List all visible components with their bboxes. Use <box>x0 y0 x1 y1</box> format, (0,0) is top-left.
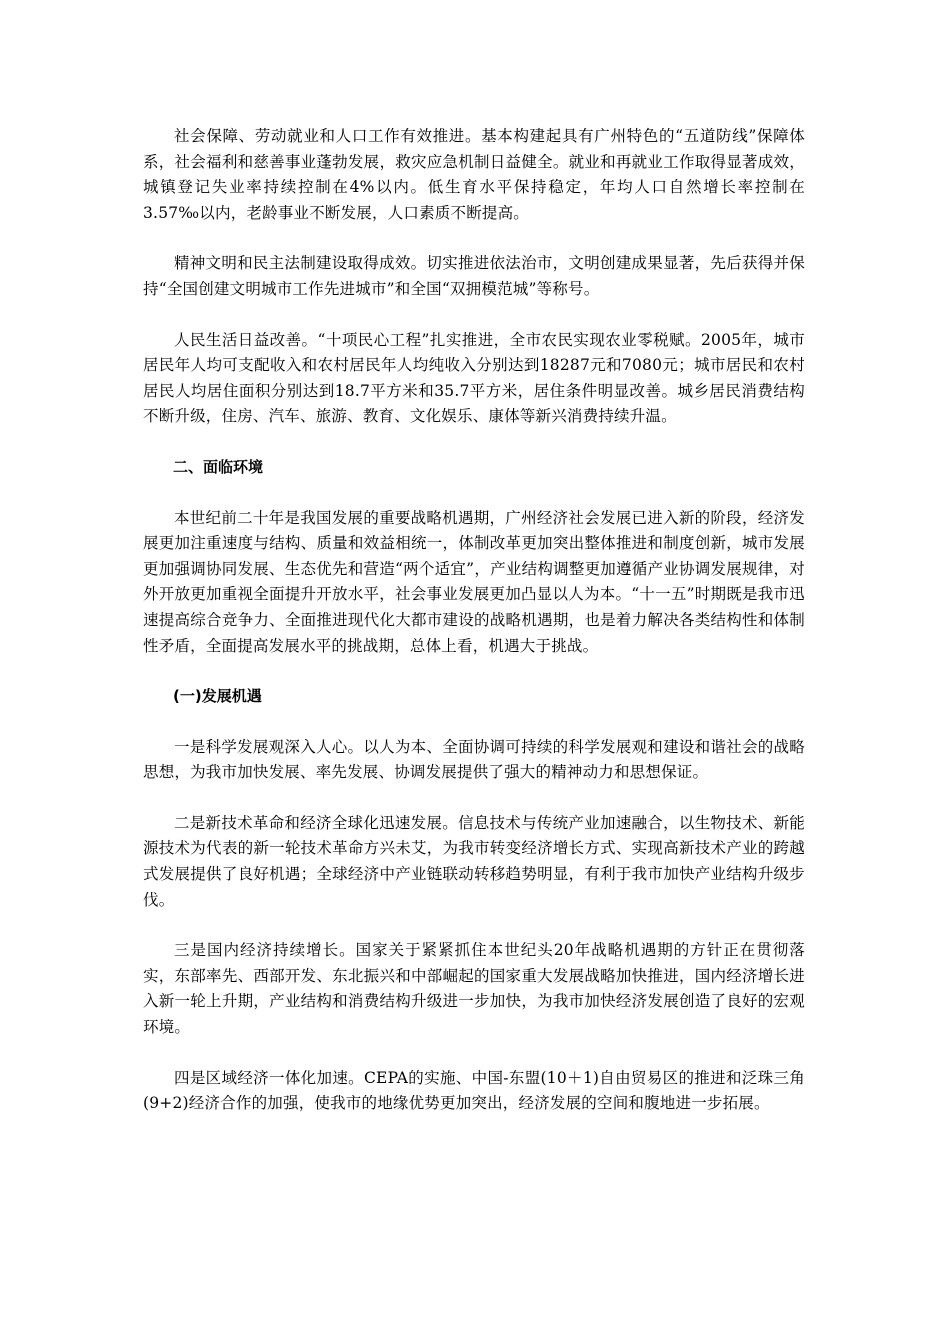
paragraph-opportunity-4: 四是区域经济一体化加速。CEPA的实施、中国-东盟(10＋1)自由贸易区的推进和泛珠三角(9+2)经济合作的加强，使我市的地缘优势更加突出，经济发展的空间和腹地进一步拓展。 <box>143 1068 805 1113</box>
paragraph-social-security: 社会保障、劳动就业和人口工作有效推进。基本构建起具有广州特色的“五道防线”保障体系，社会福利和慈善事业蓬勃发展，救灾应急机制日益健全。就业和再就业工作取得显著成效，城镇登记失业率持续控制在4%以内。低生育水平保持稳定，年均人口自然增长率控制在3.57‰以内，老龄事业不断发展，人口素质不断提高。 <box>143 127 805 222</box>
document-body <box>143 124 805 1142</box>
paragraph-opportunity-3: 三是国内经济持续增长。国家关于紧紧抓住本世纪头20年战略机遇期的方针正在贯彻落实，东部率先、西部开发、东北振兴和中部崛起的国家重大发展战略加快推进，国内经济增长进入新一轮上升期，产业结构和消费结构升级进一步加快，为我市加快经济发展创造了良好的宏观环境。 <box>143 941 805 1037</box>
paragraph-people-livelihood: 人民生活日益改善。“十项民心工程”扎实推进，全市农民实现农业零税赋。2005年，城市居民年人均可支配收入和农村居民年人均纯收入分别达到18287元和7080元；城市居民和农村居民人均居住面积分别达到18.7平方米和35.7平方米，居住条件明显改善。城乡居民消费结构不断升级，住房、汽车、旅游、教育、文化娱乐、康体等新兴消费持续升温。 <box>143 330 805 426</box>
paragraph-opportunity-2: 二是新技术革命和经济全球化迅速发展。信息技术与传统产业加速融合，以生物技术、新能源技术为代表的新一轮技术革命方兴未艾，为我市转变经济增长方式、实现高新技术产业的跨越式发展提供了良好机遇；全球经济中产业链联动转移趋势明显，有利于我市加快产业结构升级步伐。 <box>143 813 805 909</box>
paragraph-section-intro: 本世纪前二十年是我国发展的重要战略机遇期，广州经济社会发展已进入新的阶段，经济发展更加注重速度与结构、质量和效益相统一，体制改革更加突出整体推进和制度创新，城市发展更加强调协同发展、生态优先和营造“两个适宜”，产业结构调整更加遵循产业协调发展规律，对外开放更加重视全面提升开放水平，社会事业发展更加凸显以人为本。“十一五”时期既是我市迅速提高综合竞争力、全面推进现代化大都市建设的战略机遇期，也是着力解决各类结构性和体制性矛盾，全面提高发展水平的挑战期，总体上看，机遇大于挑战。 <box>143 508 805 655</box>
paragraph-opportunity-1: 一是科学发展观深入人心。以人为本、全面协调可持续的科学发展观和建设和谐社会的战略思想，为我市加快发展、率先发展、协调发展提供了强大的精神动力和思想保证。 <box>143 737 805 782</box>
paragraph-spiritual-civilization: 精神文明和民主法制建设取得成效。切实推进依法治市，文明创建成果显著，先后获得并保持“全国创建文明城市工作先进城市”和全国“双拥模范城”等称号。 <box>143 254 805 298</box>
subsection-heading: (一)发展机遇 <box>173 687 262 706</box>
section-heading: 二、面临环境 <box>173 457 264 476</box>
